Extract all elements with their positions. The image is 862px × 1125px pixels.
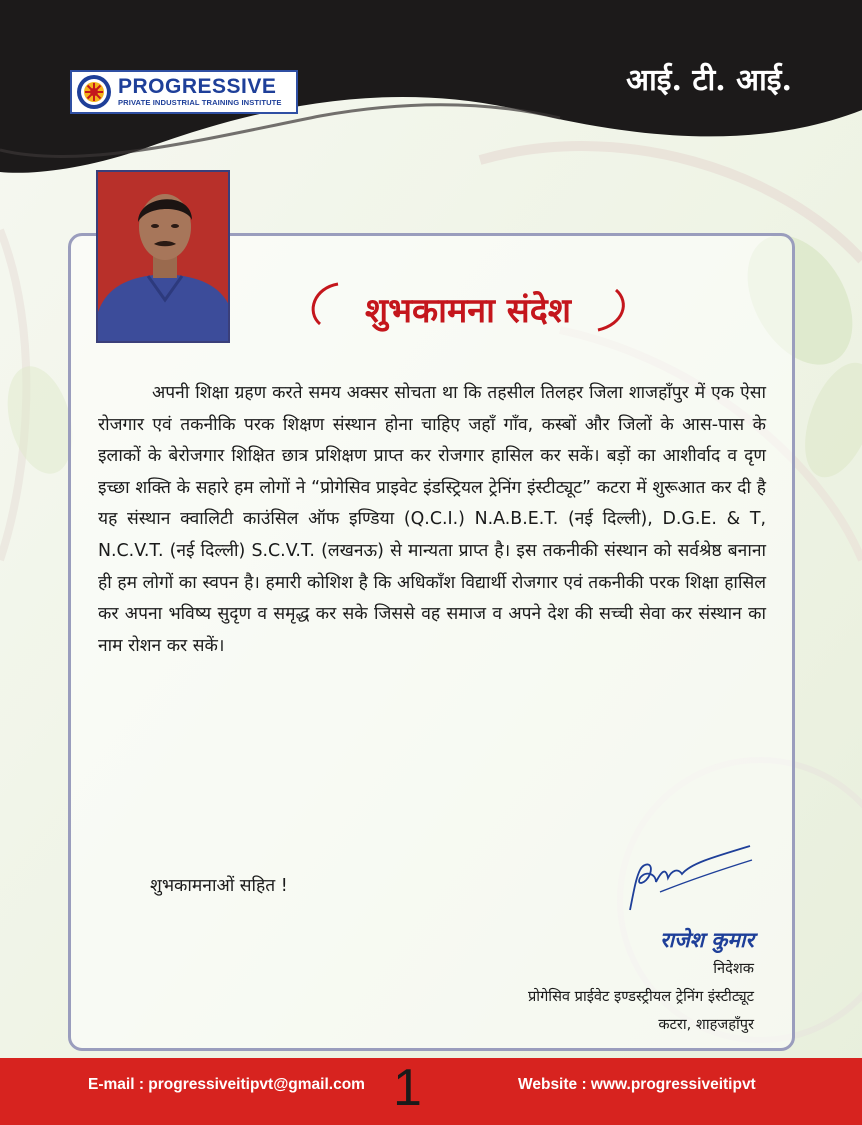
logo-subtitle: PRIVATE INDUSTRIAL TRAINING INSTITUTE — [118, 98, 282, 107]
page-title: शुभकामना संदेश — [365, 291, 571, 331]
institute-logo — [70, 70, 298, 114]
signatory-location: कटरा, शाहजहाँपुर — [658, 1016, 754, 1033]
message-body: अपनी शिक्षा ग्रहण करते समय अक्सर सोचता था कि तहसील तिलहर जिला शाजहाँपुर में एक ऐसा रोजगार एवं तकनीकि परक शिक्षण संस्थान होना चाहिए जहाँ गाँव, कस्बों और जिलों के आस-पास के इलाकों के बेरोजगार शिक्षित छात्र प्रशिक्षण प्राप्त कर रोजगार हासिल कर सकें। बड़ों का आशीर्वाद व दृण इच्छा शक्ति के सहारे हम लोगों ने “प्रोगेसिव प्राइवेट इंडस्ट्रियल ट्रेनिंग इंस्टीट्यूट” कटरा में शुरूआत कर दी है यह संस्थान क्वालिटी काउंसिल ऑफ इण्डिया (Q.C.I.) N.A.B.E.T. (नई दिल्ली), D.G.E. & T, N.C.V.T. (नई दिल्ली) S.C.V.T. (लखनऊ) से मान्यता प्राप्त है। इस तकनीकी संस्थान को सर्वश्रेष्ठ बनाना ही हम लोगों का स्वपन है। हमारी कोशिश है कि अधिकाँश विद्यार्थी रोजगार एवं तकनीकी परक शिक्षा हासिल कर अपना भविष्य सुदृण व समृद्ध कर सके जिससे वह समाज व अपने देश की सच्ची सेवा कर संस्थान का नाम रोशन कर सकें। — [98, 383, 766, 656]
footer-email: E-mail : progressiveitipvt@gmail.com — [88, 1076, 365, 1093]
footer-website: Website : www.progressiveitipvt — [518, 1076, 756, 1093]
footer-bar — [0, 1058, 862, 1125]
signatory-institute: प्रोगेसिव प्राईवेट इण्डस्ट्रीयल ट्रेनिंग इंस्टीट्यूट — [527, 988, 754, 1005]
page-number: 1 — [393, 1059, 422, 1117]
signature — [620, 840, 760, 920]
signatory-name: राजेश कुमार — [660, 928, 754, 952]
iti-title: आई. टी. आई. — [626, 63, 792, 98]
closing-wishes: शुभकामनाओं सहित ! — [150, 876, 288, 896]
director-photo — [96, 170, 230, 343]
heading-banner — [298, 276, 638, 338]
logo-name: PROGRESSIVE — [118, 75, 277, 98]
gear-emblem-icon — [76, 74, 112, 110]
signatory-block — [528, 925, 754, 1039]
signatory-designation: निदेशक — [713, 960, 754, 977]
